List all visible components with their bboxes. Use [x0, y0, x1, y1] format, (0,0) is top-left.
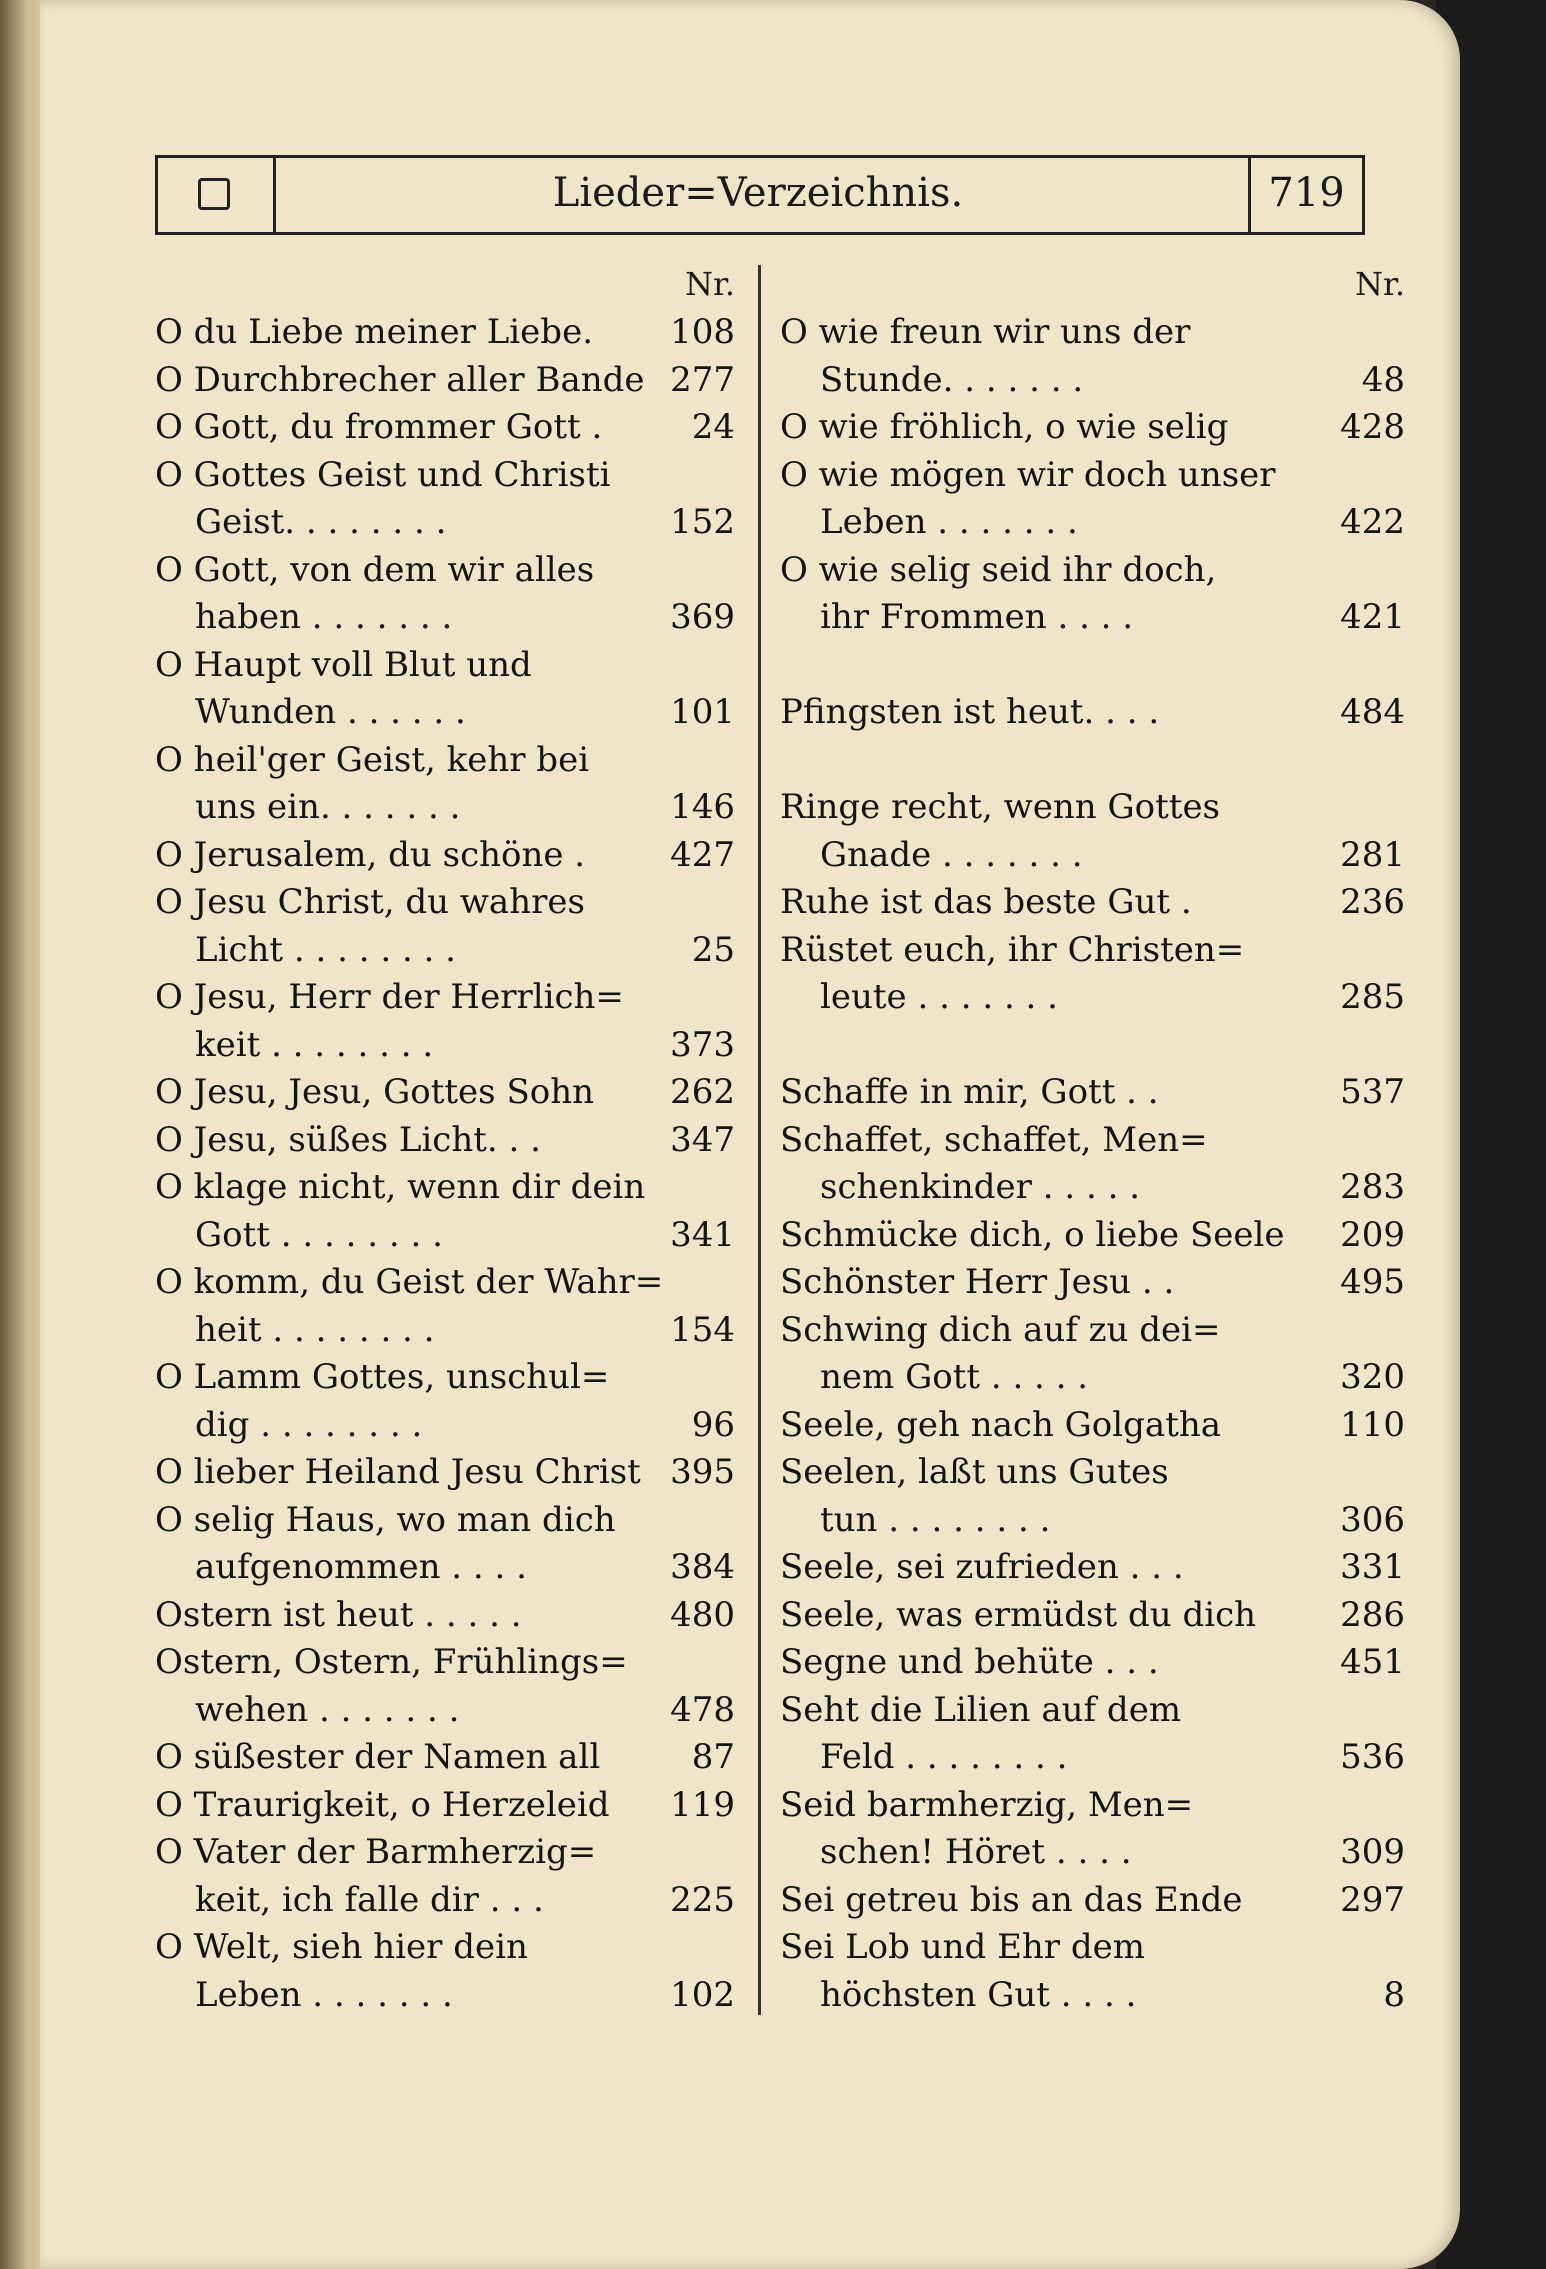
index-column-right [780, 265, 1415, 2019]
hymn-number: 495 [1340, 1262, 1405, 1302]
hymn-title: wehen . . . . . . . [195, 1689, 460, 1730]
index-entry-line [780, 1402, 1415, 1450]
column-header-nr: Nr. [685, 265, 735, 303]
hymn-number: 384 [670, 1547, 735, 1587]
hymn-title: Schmücke dich, o liebe Seele [780, 1214, 1285, 1255]
hymn-title: Geist. . . . . . . . [195, 502, 447, 542]
hymn-title: nem Gott . . . . . [820, 1357, 1089, 1397]
hymn-title: Rüstet euch, ihr Christen= [780, 929, 1245, 970]
hymn-number: 96 [691, 1404, 735, 1445]
index-entry-line [780, 1829, 1415, 1877]
hymn-title: heit . . . . . . . . [195, 1309, 435, 1350]
index-entry-line [155, 1069, 745, 1117]
hymn-title: O Vater der Barmherzig= [155, 1832, 597, 1872]
hymn-title: O Jesu, Herr der Herrlich= [155, 977, 624, 1017]
index-entry-line [155, 927, 745, 975]
hymn-number: 236 [1340, 882, 1405, 922]
index-entry-line [155, 784, 745, 832]
hymn-title: Ostern ist heut . . . . . [155, 1594, 522, 1635]
hymn-title: aufgenommen . . . . [195, 1547, 527, 1587]
hymn-number: 225 [670, 1879, 735, 1920]
hymn-title: Sei Lob und Ehr dem [780, 1927, 1145, 1967]
hymn-number: 87 [691, 1737, 735, 1777]
hymn-title: Segne und behüte . . . [780, 1642, 1159, 1682]
index-entry-line [780, 1877, 1415, 1925]
hymn-title: O Haupt voll Blut und [155, 644, 532, 685]
index-entry-line [780, 1117, 1415, 1165]
hymn-number: 480 [670, 1594, 735, 1635]
hymn-title: O selig Haus, wo man dich [155, 1499, 616, 1540]
hymn-title: Seele, was ermüdst du dich [780, 1594, 1257, 1635]
index-entry-line [780, 1307, 1415, 1355]
index-entry-line [780, 879, 1415, 927]
hymn-number: 154 [670, 1309, 735, 1350]
hymn-title: schenkinder . . . . . [820, 1167, 1140, 1207]
index-entry-line [155, 1449, 745, 1497]
hymn-title: Ostern, Ostern, Frühlings= [155, 1642, 628, 1682]
header-square-icon [198, 178, 230, 210]
hymn-number: 119 [670, 1784, 735, 1825]
hymn-number: 25 [691, 929, 735, 970]
index-entry-line [155, 1307, 745, 1355]
index-entry-line [155, 1687, 745, 1735]
hymn-number: 48 [1361, 359, 1405, 400]
hymn-title: leute . . . . . . . [820, 977, 1058, 1017]
hymn-number: 373 [670, 1024, 735, 1065]
index-entry-line [780, 594, 1415, 642]
hymn-number: 285 [1340, 977, 1405, 1017]
index-entry-line [155, 879, 745, 927]
hymn-title: O heil'ger Geist, kehr bei [155, 739, 590, 780]
index-entry-line [780, 1972, 1415, 2020]
hymn-title: Leben . . . . . . . [820, 502, 1078, 542]
hymn-number: 101 [670, 692, 735, 732]
hymn-number: 277 [670, 359, 735, 400]
hymn-title: tun . . . . . . . . [820, 1499, 1051, 1540]
hymn-title: keit, ich falle dir . . . [195, 1879, 544, 1920]
section-gap [780, 737, 1415, 785]
index-entry-line [780, 1449, 1415, 1497]
hymn-title: Gott . . . . . . . . [195, 1214, 443, 1255]
hymn-title: O lieber Heiland Jesu Christ [155, 1452, 641, 1492]
hymn-title: dig . . . . . . . . [195, 1404, 423, 1445]
hymn-title: O Gott, du frommer Gott . [155, 407, 603, 447]
hymn-number: 422 [1340, 502, 1405, 542]
hymn-title: O Gott, von dem wir alles [155, 549, 595, 590]
hymn-number: 320 [1340, 1357, 1405, 1397]
index-entry-line [155, 1022, 745, 1070]
hymn-title: Schönster Herr Jesu . . [780, 1262, 1175, 1302]
index-entry-line [155, 1734, 745, 1782]
index-entry-line [780, 1544, 1415, 1592]
hymn-number: 428 [1340, 407, 1405, 447]
index-entry-line [780, 547, 1415, 595]
hymn-title: Licht . . . . . . . . [195, 929, 456, 970]
hymn-number: 306 [1340, 1499, 1405, 1540]
hymn-title: Ruhe ist das beste Gut . [780, 882, 1192, 922]
index-entry-line [780, 1259, 1415, 1307]
index-entry-line [155, 1877, 745, 1925]
index-entry-line [155, 309, 745, 357]
hymn-title: O Traurigkeit, o Herzeleid [155, 1784, 610, 1825]
hymn-number: 347 [670, 1119, 735, 1160]
hymn-number: 369 [670, 597, 735, 637]
hymn-number: 484 [1340, 692, 1405, 732]
index-entry-line [155, 1402, 745, 1450]
column-divider [758, 265, 761, 2015]
hymn-number: 427 [670, 834, 735, 875]
hymn-title: Schwing dich auf zu dei= [780, 1309, 1221, 1350]
hymn-title: höchsten Gut . . . . [820, 1974, 1137, 2015]
index-entry-line [780, 1734, 1415, 1782]
index-entry-line [780, 404, 1415, 452]
index-entry-line [780, 689, 1415, 737]
index-entry-line [780, 927, 1415, 975]
index-entry-line [780, 1212, 1415, 1260]
index-entry-line [155, 594, 745, 642]
index-entry-line [780, 452, 1415, 500]
hymn-title: O wie mögen wir doch unser [780, 454, 1276, 495]
index-entry-line [155, 737, 745, 785]
hymn-title: O Jesu, Jesu, Gottes Sohn [155, 1072, 594, 1112]
index-entry-line [780, 1497, 1415, 1545]
index-entry-line [155, 404, 745, 452]
index-entry-line [155, 452, 745, 500]
hymn-number: 309 [1340, 1832, 1405, 1872]
hymn-number: 395 [670, 1452, 735, 1492]
index-entry-line [155, 1639, 745, 1687]
hymn-title: O Durchbrecher aller Bande [155, 359, 645, 400]
index-entry-line [780, 1924, 1415, 1972]
index-entry-line [780, 499, 1415, 547]
index-entry-line [155, 1212, 745, 1260]
index-entry-line [155, 1544, 745, 1592]
index-entry-line [155, 357, 745, 405]
hymn-title: O wie freun wir uns der [780, 312, 1191, 352]
hymn-title: Seele, sei zufrieden . . . [780, 1547, 1184, 1587]
hymn-title: Sei getreu bis an das Ende [780, 1879, 1243, 1920]
hymn-title: Gnade . . . . . . . [820, 834, 1083, 875]
hymn-title: Feld . . . . . . . . [820, 1737, 1068, 1777]
index-entry-line [780, 309, 1415, 357]
hymn-title: Ringe recht, wenn Gottes [780, 787, 1221, 827]
hymn-title: Seht die Lilien auf dem [780, 1689, 1182, 1730]
index-entry-line [780, 784, 1415, 832]
hymn-number: 110 [1340, 1404, 1405, 1445]
index-entry-line [155, 1497, 745, 1545]
index-entry-line [780, 1069, 1415, 1117]
index-entry-line [155, 1829, 745, 1877]
index-entry-line [155, 1259, 745, 1307]
hymn-title: Schaffet, schaffet, Men= [780, 1119, 1208, 1160]
index-entry-line [780, 1639, 1415, 1687]
index-entry-line [780, 1354, 1415, 1402]
hymn-number: 108 [670, 312, 735, 352]
hymn-title: uns ein. . . . . . . [195, 787, 461, 827]
hymn-title: Pfingsten ist heut. . . . [780, 692, 1160, 732]
hymn-number: 478 [670, 1689, 735, 1730]
hymn-title: O klage nicht, wenn dir dein [155, 1167, 646, 1207]
index-entry-line [780, 974, 1415, 1022]
hymn-number: 8 [1383, 1974, 1405, 2015]
hymn-title: keit . . . . . . . . [195, 1024, 434, 1065]
hymn-title: Schaffe in mir, Gott . . [780, 1072, 1159, 1112]
page-title: Lieder=Verzeichnis. [552, 170, 964, 216]
hymn-number: 297 [1340, 1879, 1405, 1920]
index-entry-line [780, 357, 1415, 405]
hymn-title: O komm, du Geist der Wahr= [155, 1262, 664, 1302]
index-entry-line [155, 974, 745, 1022]
section-gap [780, 1022, 1415, 1070]
hymn-title: O wie selig seid ihr doch, [780, 549, 1217, 590]
column-header-nr: Nr. [1355, 265, 1405, 303]
index-entry-line [155, 1592, 745, 1640]
index-entry-line [780, 1592, 1415, 1640]
hymn-title: O Welt, sieh hier dein [155, 1927, 528, 1967]
hymn-title: O süßester der Namen all [155, 1737, 601, 1777]
hymn-title: O Gottes Geist und Christi [155, 454, 611, 495]
index-entry-line [155, 689, 745, 737]
index-entry-line [155, 1117, 745, 1165]
hymn-title: ihr Frommen . . . . [820, 597, 1134, 637]
hymn-title: O du Liebe meiner Liebe. [155, 312, 593, 352]
hymn-number: 283 [1340, 1167, 1405, 1207]
page-number: 719 [1268, 170, 1345, 216]
hymn-title: O Lamm Gottes, unschul= [155, 1357, 610, 1397]
index-entry-line [155, 499, 745, 547]
hymn-number: 24 [691, 407, 735, 447]
hymn-number: 451 [1340, 1642, 1405, 1682]
index-entry-line [155, 547, 745, 595]
hymn-number: 281 [1340, 834, 1405, 875]
hymn-number: 146 [670, 787, 735, 827]
hymn-number: 209 [1340, 1214, 1405, 1255]
index-entry-line [155, 832, 745, 880]
hymn-title: Wunden . . . . . . [195, 692, 466, 732]
index-entry-line [780, 1782, 1415, 1830]
hymn-title: Seid barmherzig, Men= [780, 1784, 1194, 1825]
hymn-title: O Jesu Christ, du wahres [155, 882, 585, 922]
hymn-title: Stunde. . . . . . . [820, 359, 1084, 400]
hymn-title: schen! Höret . . . . [820, 1832, 1132, 1872]
index-entry-line [155, 1782, 745, 1830]
hymn-number: 102 [670, 1974, 735, 2015]
hymn-title: O Jesu, süßes Licht. . . [155, 1119, 541, 1160]
page-header [155, 155, 1365, 235]
hymn-number: 331 [1340, 1547, 1405, 1587]
hymn-title: O Jerusalem, du schöne . [155, 834, 586, 875]
hymn-number: 341 [670, 1214, 735, 1255]
hymn-number: 262 [670, 1072, 735, 1112]
index-entry-line [780, 832, 1415, 880]
hymn-number: 286 [1340, 1594, 1405, 1635]
hymn-title: Leben . . . . . . . [195, 1974, 453, 2015]
hymn-number: 537 [1340, 1072, 1405, 1112]
index-entry-line [155, 1924, 745, 1972]
index-entry-line [155, 1164, 745, 1212]
index-entry-line [155, 1972, 745, 2020]
hymn-number: 152 [670, 502, 735, 542]
hymn-title: haben . . . . . . . [195, 597, 453, 637]
hymn-title: Seele, geh nach Golgatha [780, 1404, 1222, 1445]
hymn-title: Seelen, laßt uns Gutes [780, 1452, 1169, 1492]
section-gap [780, 642, 1415, 690]
index-entry-line [155, 1354, 745, 1402]
hymn-title: O wie fröhlich, o wie selig [780, 407, 1229, 447]
book-page [40, 0, 1460, 2269]
index-column-left [155, 265, 745, 2019]
index-entry-line [155, 642, 745, 690]
index-entry-line [780, 1164, 1415, 1212]
index-entry-line [780, 1687, 1415, 1735]
hymn-number: 421 [1340, 597, 1405, 637]
hymn-number: 536 [1340, 1737, 1405, 1777]
